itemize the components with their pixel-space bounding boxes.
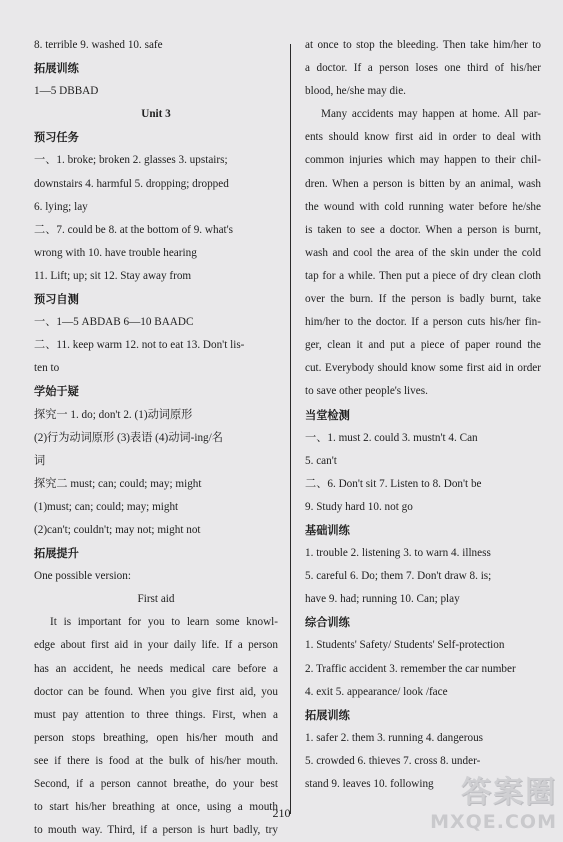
text-line: 1. trouble 2. listening 3. to warn 4. illness <box>305 547 491 560</box>
text-line: 二、7. could be 8. at the bottom of 9. what's <box>34 223 234 236</box>
text-line: (2)can't; couldn't; may not; might not <box>34 523 201 536</box>
text-line: First aid <box>137 593 175 606</box>
text-line: 5. can't <box>305 454 337 467</box>
text-line: wash and cool the area of the skin under the cold <box>305 246 541 259</box>
text-line: ger, clean it and put a piece of paper round the <box>305 339 541 352</box>
section-heading: 基础训练 <box>305 523 350 537</box>
text-line: 1—5 DBBAD <box>34 85 99 98</box>
text-line: 1. Students' Safety/ Students' Self-protection <box>305 639 505 652</box>
text-line: a doctor. If a person loses one third of his/her <box>305 62 541 75</box>
text-line: 二、6. Don't sit 7. Listen to 8. Don't be <box>305 477 482 490</box>
text-line: 6. lying; lay <box>34 200 88 213</box>
text-line: 1. safer 2. them 3. running 4. dangerous <box>305 731 484 744</box>
text-line: blood, he/she may die. <box>305 85 406 98</box>
text-line: Unit 3 <box>141 108 171 121</box>
text-line: has an accident, he needs medical care before a <box>34 662 278 675</box>
text-line: doctor can be found. When you give first aid, you <box>34 685 278 698</box>
text-line: him/her to the doctor. If a person cuts his/her fin- <box>305 316 541 329</box>
text-line: 探究二 must; can; could; may; might <box>34 477 202 490</box>
watermark-url: MXQE.COM <box>430 811 557 833</box>
section-heading: 拓展训练 <box>305 708 350 722</box>
text-line: 5. careful 6. Do; them 7. Don't draw 8. is; <box>305 570 492 583</box>
text-line: must pay attention to three things. First, when a <box>34 708 278 721</box>
text-line: ents should know first aid in order to deal with <box>305 131 541 144</box>
text-line: have 9. had; running 10. Can; play <box>305 593 460 606</box>
text-line: tap for a while. Then put a piece of dry clean cloth <box>305 269 541 282</box>
text-line: is taken to see a doctor. When a person is burnt, <box>305 223 541 236</box>
text-line: 11. Lift; up; sit 12. Stay away from <box>34 269 192 282</box>
text-line: (1)must; can; could; may; might <box>34 500 179 513</box>
text-line: 一、1. broke; broken 2. glasses 3. upstairs; <box>34 154 228 167</box>
watermark <box>430 767 557 833</box>
section-heading: 当堂检测 <box>305 408 350 422</box>
text-line: cut. Everybody should know some first aid in order <box>305 362 541 375</box>
text-line: person stops breathing, open his/her mouth and <box>34 731 278 744</box>
text-line: 5. crowded 6. thieves 7. cross 8. under- <box>305 754 481 767</box>
text-line: 4. exit 5. appearance/ look /face <box>305 685 448 698</box>
text-line: (2)行为动词原形 (3)表语 (4)动词-ing/名 <box>34 431 223 444</box>
text-line: 8. terrible 9. washed 10. safe <box>34 39 163 51</box>
text-line: 一、1. must 2. could 3. mustn't 4. Can <box>305 431 478 444</box>
section-heading: 拓展训练 <box>34 62 79 76</box>
section-heading: 拓展提升 <box>34 547 79 561</box>
section-heading: 预习任务 <box>34 131 79 145</box>
text-line: see if there is food at the bulk of his/her mouth. <box>34 754 278 767</box>
text-line: 词 <box>34 454 46 467</box>
text-line: 2. Traffic accident 3. remember the car number <box>305 662 516 675</box>
text-line: 9. Study hard 10. not go <box>305 500 413 513</box>
page-number: 210 <box>272 806 291 820</box>
text-line: It is important for you to learn some knowl- <box>50 616 278 629</box>
text-line: 探究一 1. do; don't 2. (1)动词原形 <box>34 408 193 421</box>
text-line: stand 9. leaves 10. following <box>305 778 434 790</box>
text-line: Many accidents may happen at home. All par- <box>321 108 541 121</box>
right-column <box>305 34 541 796</box>
text-line: Second, if a person cannot breathe, do your best <box>34 778 278 790</box>
text-line: to start his/her breathing at once, using a mouth <box>34 801 278 814</box>
text-line: 二、11. keep warm 12. not to eat 13. Don't lis- <box>34 339 245 352</box>
column-divider <box>290 44 291 814</box>
text-line: to mouth way. Third, if a person is hurt badly, try <box>34 824 278 837</box>
text-line: 一、1—5 ABDAB 6—10 BAADC <box>34 316 194 329</box>
text-line: over the burn. If the person is badly burnt, take <box>305 293 541 306</box>
left-column <box>34 34 278 842</box>
text-line: wrong with 10. have trouble hearing <box>34 246 197 259</box>
text-line: ten to <box>34 362 60 375</box>
text-line: edge about first aid in your daily life. If a person <box>34 639 278 652</box>
text-line: the wound with cold running water before he/she <box>305 200 541 213</box>
watermark-logo: 答案圈 <box>461 775 557 810</box>
text-line: to save other people's lives. <box>305 385 428 398</box>
text-line: dren. When a person is bitten by an animal, wash <box>305 177 541 190</box>
section-heading: 预习自测 <box>34 293 79 307</box>
text-line: common injuries which may happen to their chil- <box>305 154 541 167</box>
text-line: downstairs 4. harmful 5. dropping; dropped <box>34 177 229 190</box>
text-line: at once to stop the bleeding. Then take him/her to <box>305 39 541 51</box>
section-heading: 学始于疑 <box>34 385 79 399</box>
text-line: One possible version: <box>34 570 131 583</box>
section-heading: 综合训练 <box>305 616 350 630</box>
